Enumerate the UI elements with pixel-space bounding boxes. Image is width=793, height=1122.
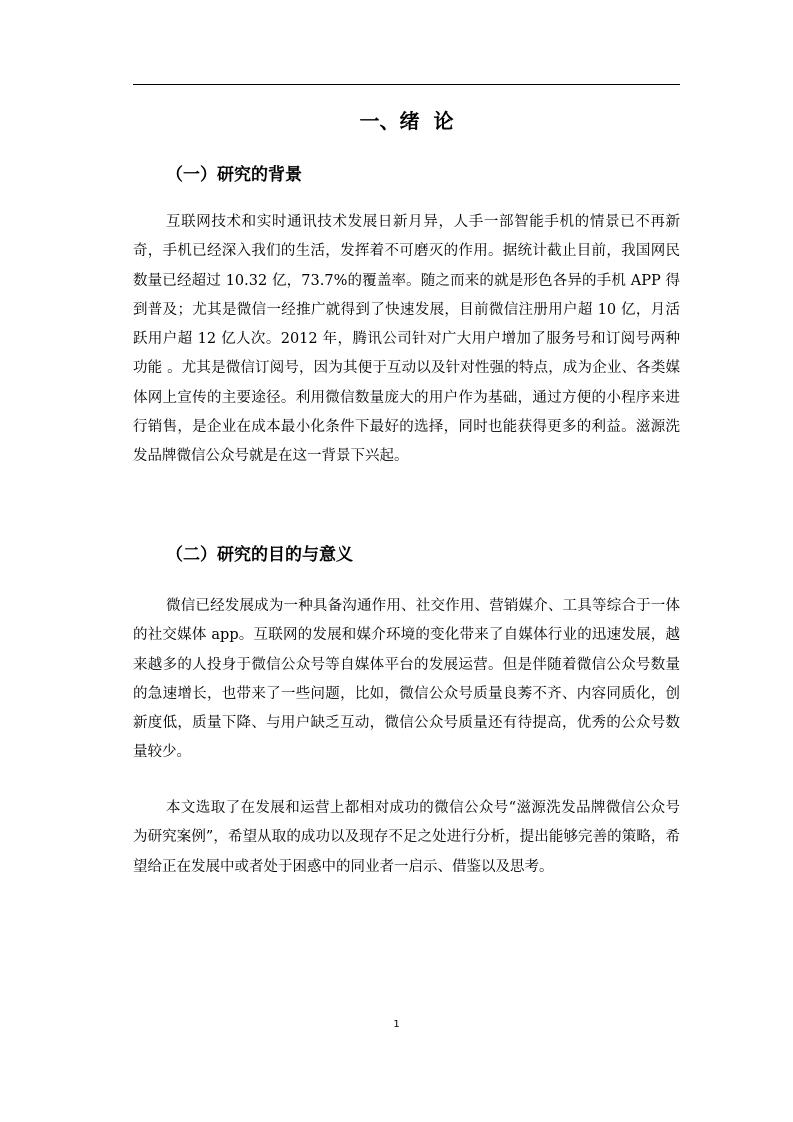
paragraph-case-selection: 本文选取了在发展和运营上都相对成功的微信公众号“滋源洗发品牌微信公众号为研究案例”，希望从取的成功以及现存不足之处进行分析，提出能够完善的策略，希望给正在发展中或者处于困惑中的同业者一启示、借鉴以及思考。 <box>133 800 680 875</box>
header-rule <box>133 84 680 85</box>
paragraph-purpose: 微信已经发展成为一种具备沟通作用、社交作用、营销媒介、工具等综合于一体的社交媒体 app。互联网的发展和媒介环境的变化带来了自媒体行业的迅速发展，越来越多的人投身于微信公众号等自媒体平台的发展运营。但是伴随着微信公众号数量的急速增长，也带来了一些问题，比如，微信公众号质量良莠不齐、内容同质化，创新度低，质量下降、与用户缺乏互动，微信公众号质量还有待提高，优秀的公众号数量较少。 <box>133 598 680 761</box>
section-heading-background: （一）研究的背景 <box>166 165 302 185</box>
chapter-title: 一、绪 论 <box>359 109 454 133</box>
paragraph-background: 互联网技术和实时通讯技术发展日新月异，人手一部智能手机的情景已不再新奇，手机已经深入我们的生活，发挥着不可磨灭的作用。据统计截止目前，我国网民数量已经超过 10.32 亿，73.7%的覆盖率。随之而来的就是形色各异的手机 APP 得到普及；尤其是微信一经推广就得到了快速发展，目前微信注册用户超 10 亿，月活跃用户超 12 亿人次。2012 年，腾讯公司针对广大用户增加了服务号和订阅号两种功能 。尤其是微信订阅号，因为其便于互动以及针对性强的特点，成为企业、各类媒体网上宣传的主要途径。利用微信数量庞大的用户作为基础，通过方便的小程序来进行销售，是企业在成本最小化条件下最好的选择，同时也能获得更多的利益。滋源洗发品牌微信公众号就是在这一背景下兴起。 <box>133 214 680 465</box>
page-number: 1 <box>393 1019 400 1030</box>
section-heading-purpose: （二）研究的目的与意义 <box>166 545 353 565</box>
